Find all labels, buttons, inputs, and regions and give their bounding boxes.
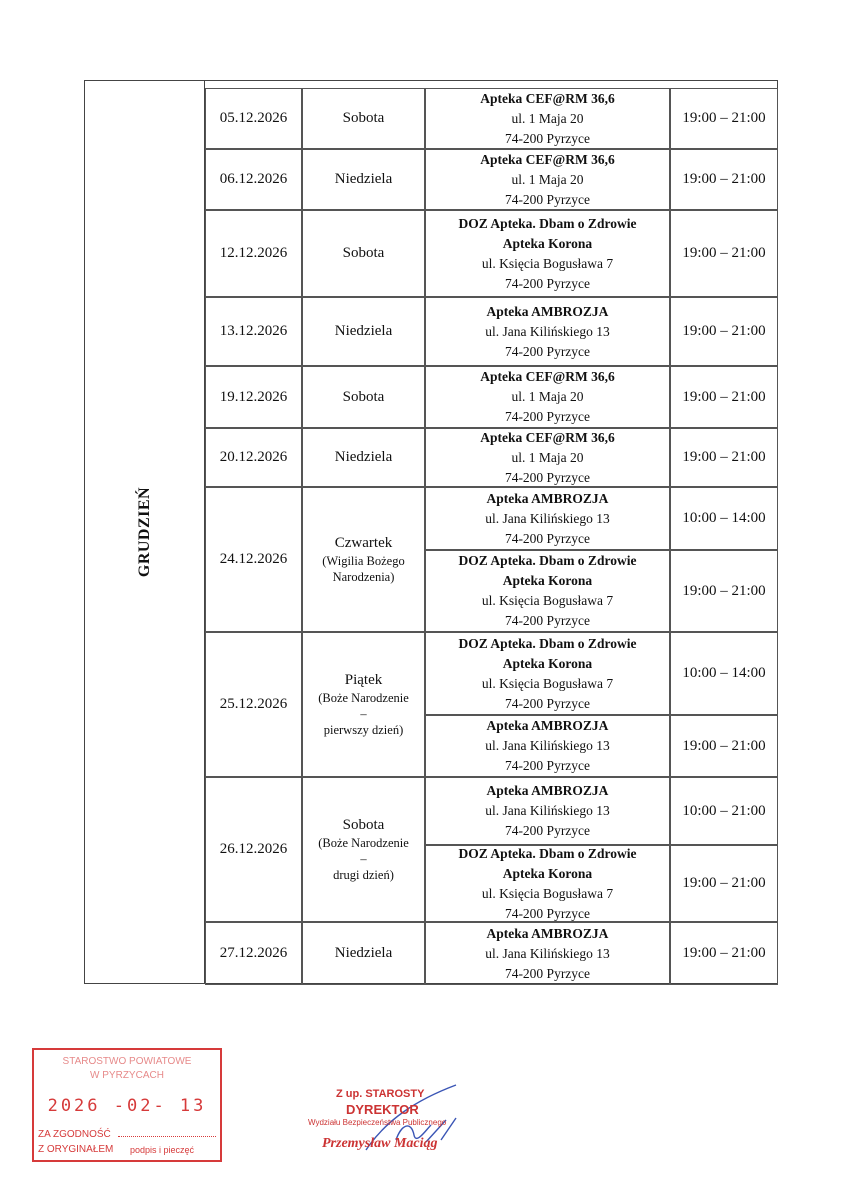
- pharmacy-address-line: ul. Księcia Bogusława 7: [481, 675, 614, 691]
- pharmacy-address-line: 74-200 Pyrzyce: [504, 275, 591, 291]
- pharmacy-address-line: ul. Jana Kilińskiego 13: [485, 510, 610, 526]
- pharmacy-name: Apteka AMBROZJA: [486, 718, 609, 733]
- weekday-note: (Boże Narodzenie: [318, 690, 409, 705]
- hours-text: 19:00 – 21:00: [682, 875, 766, 891]
- pharmacy-name: Apteka AMBROZJA: [486, 490, 609, 506]
- date-text: 19.12.2026: [219, 388, 288, 405]
- pharmacy-name: Apteka Korona: [502, 573, 593, 588]
- pharmacy-address-line: 74-200 Pyrzyce: [504, 130, 591, 146]
- date-cell: [205, 149, 302, 210]
- pharmacy-name: Apteka CEF@RM 36,6: [480, 369, 615, 384]
- hours-cell: [670, 715, 778, 777]
- stamp-date: 2026 -02- 13: [47, 1096, 207, 1116]
- pharmacy-cell: [425, 487, 670, 550]
- date-text: 05.12.2026: [219, 110, 288, 126]
- hours-text: 19:00 – 21:00: [682, 737, 766, 754]
- stamp-office-line: STAROSTWO POWIATOWE: [62, 1056, 192, 1067]
- hours-cell: [670, 777, 778, 845]
- weekday-text: Niedziela: [334, 449, 393, 466]
- director-name: Przemysław Maciąg: [322, 1136, 438, 1151]
- weekday-note: drugi dzień): [333, 868, 394, 882]
- weekday-note: (Wigilia Bożego: [322, 553, 405, 568]
- date-cell: [205, 210, 302, 297]
- hours-cell: [670, 922, 778, 985]
- weekday-note: (Boże Narodzenie: [318, 835, 409, 850]
- pharmacy-address-line: 74-200 Pyrzyce: [504, 905, 591, 921]
- director-title: DYREKTOR: [346, 1102, 419, 1117]
- weekday-note: pierwszy dzień): [323, 723, 404, 737]
- stamp-conformity-line: ZA ZGODNOŚĆ: [38, 1129, 111, 1140]
- hours-cell: [670, 88, 778, 149]
- hours-text: 19:00 – 21:00: [682, 245, 766, 261]
- hours-text: 19:00 – 21:00: [682, 449, 766, 465]
- pharmacy-address-line: ul. Księcia Bogusława 7: [481, 593, 614, 608]
- date-cell: [205, 632, 302, 777]
- weekday-cell: [302, 428, 425, 487]
- hours-cell: [670, 297, 778, 366]
- weekday-text: Czwartek: [334, 534, 393, 551]
- date-text: 26.12.2026: [219, 841, 288, 857]
- pharmacy-address-line: ul. Jana Kilińskiego 13: [485, 738, 610, 753]
- date-cell: [205, 922, 302, 985]
- director-department: Wydziału Bezpieczeństwa Publicznego: [308, 1118, 447, 1127]
- date-cell: [205, 487, 302, 632]
- pharmacy-name: Apteka Korona: [502, 655, 593, 671]
- weekday-cell: [302, 487, 425, 632]
- weekday-cell: [302, 777, 425, 922]
- date-text: 06.12.2026: [219, 171, 288, 187]
- pharmacy-cell: [425, 715, 670, 777]
- date-cell: [205, 777, 302, 922]
- weekday-cell: [302, 88, 425, 149]
- weekday-cell: [302, 210, 425, 297]
- date-text: 25.12.2026: [219, 696, 288, 712]
- weekday-note: Narodzenia): [332, 569, 395, 584]
- pharmacy-address-line: 74-200 Pyrzyce: [504, 191, 591, 207]
- hours-cell: [670, 632, 778, 715]
- date-text: 20.12.2026: [219, 449, 288, 465]
- pharmacy-name: Apteka CEF@RM 36,6: [480, 90, 615, 106]
- weekday-text: Niedziela: [334, 323, 393, 340]
- weekday-cell: [302, 149, 425, 210]
- pharmacy-cell: [425, 922, 670, 985]
- pharmacy-address-line: ul. 1 Maja 20: [511, 110, 584, 126]
- pharmacy-address-line: ul. Jana Kilińskiego 13: [485, 803, 610, 818]
- pharmacy-address-line: 74-200 Pyrzyce: [504, 758, 591, 773]
- stamp-signature-label: podpis i pieczęć: [130, 1145, 195, 1155]
- pharmacy-name: Apteka Korona: [502, 235, 593, 251]
- pharmacy-name: DOZ Apteka. Dbam o Zdrowie: [458, 635, 637, 651]
- pharmacy-cell: [425, 297, 670, 366]
- pharmacy-cell: [425, 550, 670, 632]
- pharmacy-address-line: ul. Księcia Bogusława 7: [481, 255, 614, 271]
- pharmacy-cell: [425, 88, 670, 149]
- hours-text: 10:00 – 14:00: [682, 510, 766, 526]
- hours-text: 19:00 – 21:00: [682, 945, 766, 961]
- pharmacy-cell: [425, 777, 670, 845]
- weekday-cell: [302, 922, 425, 985]
- pharmacy-address-line: ul. Jana Kilińskiego 13: [485, 945, 610, 961]
- weekday-cell: [302, 366, 425, 428]
- weekday-text: Niedziela: [334, 171, 393, 188]
- hours-text: 19:00 – 21:00: [682, 323, 766, 339]
- hours-cell: [670, 487, 778, 550]
- stamp-original-line: Z ORYGINAŁEM: [38, 1144, 114, 1155]
- pharmacy-address-line: 74-200 Pyrzyce: [504, 409, 591, 424]
- stamp-city-line: W PYRZYCACH: [90, 1070, 164, 1081]
- pharmacy-cell: [425, 632, 670, 715]
- weekday-text: Sobota: [342, 388, 385, 405]
- date-text: 12.12.2026: [219, 245, 288, 261]
- weekday-text: Sobota: [342, 245, 385, 262]
- date-text: 13.12.2026: [219, 323, 288, 339]
- pharmacy-name: Apteka AMBROZJA: [486, 303, 609, 319]
- weekday-note: –: [360, 706, 367, 721]
- hours-cell: [670, 149, 778, 210]
- weekday-note: –: [360, 851, 367, 866]
- hours-text: 10:00 – 21:00: [682, 802, 766, 819]
- month-label: GRUDZIEŃ: [136, 486, 153, 578]
- weekday-text: Niedziela: [334, 945, 393, 962]
- pharmacy-address-line: 74-200 Pyrzyce: [504, 343, 591, 359]
- hours-cell: [670, 366, 778, 428]
- hours-cell: [670, 845, 778, 922]
- weekday-cell: [302, 297, 425, 366]
- pharmacy-address-line: 74-200 Pyrzyce: [504, 469, 591, 485]
- date-text: 27.12.2026: [219, 945, 288, 961]
- date-cell: [205, 428, 302, 487]
- pharmacy-name: Apteka CEF@RM 36,6: [480, 151, 615, 167]
- pharmacy-cell: [425, 366, 670, 428]
- hours-text: 19:00 – 21:00: [682, 110, 766, 126]
- hours-cell: [670, 550, 778, 632]
- pharmacy-cell: [425, 428, 670, 487]
- pharmacy-cell: [425, 149, 670, 210]
- stamp-signature-line: [118, 1136, 216, 1137]
- certification-stamp: [32, 1048, 222, 1162]
- hours-text: 10:00 – 14:00: [682, 665, 766, 681]
- pharmacy-address-line: 74-200 Pyrzyce: [504, 530, 591, 546]
- pharmacy-address-line: ul. 1 Maja 20: [511, 389, 584, 404]
- pharmacy-address-line: ul. 1 Maja 20: [511, 171, 584, 187]
- weekday-cell: [302, 632, 425, 777]
- date-cell: [205, 297, 302, 366]
- pharmacy-name: DOZ Apteka. Dbam o Zdrowie: [458, 845, 637, 861]
- date-cell: [205, 366, 302, 428]
- hours-cell: [670, 428, 778, 487]
- pharmacy-address-line: ul. Jana Kilińskiego 13: [485, 323, 610, 339]
- date-cell: [205, 88, 302, 149]
- pharmacy-name: DOZ Apteka. Dbam o Zdrowie: [458, 215, 637, 231]
- pharmacy-address-line: 74-200 Pyrzyce: [504, 613, 591, 628]
- pharmacy-cell: [425, 845, 670, 922]
- weekday-text: Piątek: [344, 671, 383, 688]
- director-authority-line: Z up. STAROSTY: [336, 1088, 425, 1100]
- pharmacy-cell: [425, 210, 670, 297]
- director-signature-block: [306, 1080, 486, 1160]
- weekday-text: Sobota: [342, 110, 385, 127]
- pharmacy-address-line: ul. 1 Maja 20: [511, 449, 584, 465]
- pharmacy-name: Apteka AMBROZJA: [486, 783, 609, 798]
- pharmacy-address-line: ul. Księcia Bogusława 7: [481, 885, 614, 901]
- hours-text: 19:00 – 21:00: [682, 388, 766, 405]
- pharmacy-address-line: 74-200 Pyrzyce: [504, 823, 591, 838]
- date-text: 24.12.2026: [219, 551, 288, 567]
- pharmacy-name: DOZ Apteka. Dbam o Zdrowie: [458, 553, 637, 568]
- pharmacy-name: Apteka AMBROZJA: [486, 925, 609, 941]
- pharmacy-address-line: 74-200 Pyrzyce: [504, 965, 591, 981]
- weekday-text: Sobota: [342, 816, 385, 833]
- hours-cell: [670, 210, 778, 297]
- hours-text: 19:00 – 21:00: [682, 171, 766, 187]
- pharmacy-name: Apteka Korona: [502, 865, 593, 881]
- hours-text: 19:00 – 21:00: [682, 582, 766, 599]
- pharmacy-address-line: 74-200 Pyrzyce: [504, 695, 591, 711]
- pharmacy-name: Apteka CEF@RM 36,6: [480, 429, 615, 445]
